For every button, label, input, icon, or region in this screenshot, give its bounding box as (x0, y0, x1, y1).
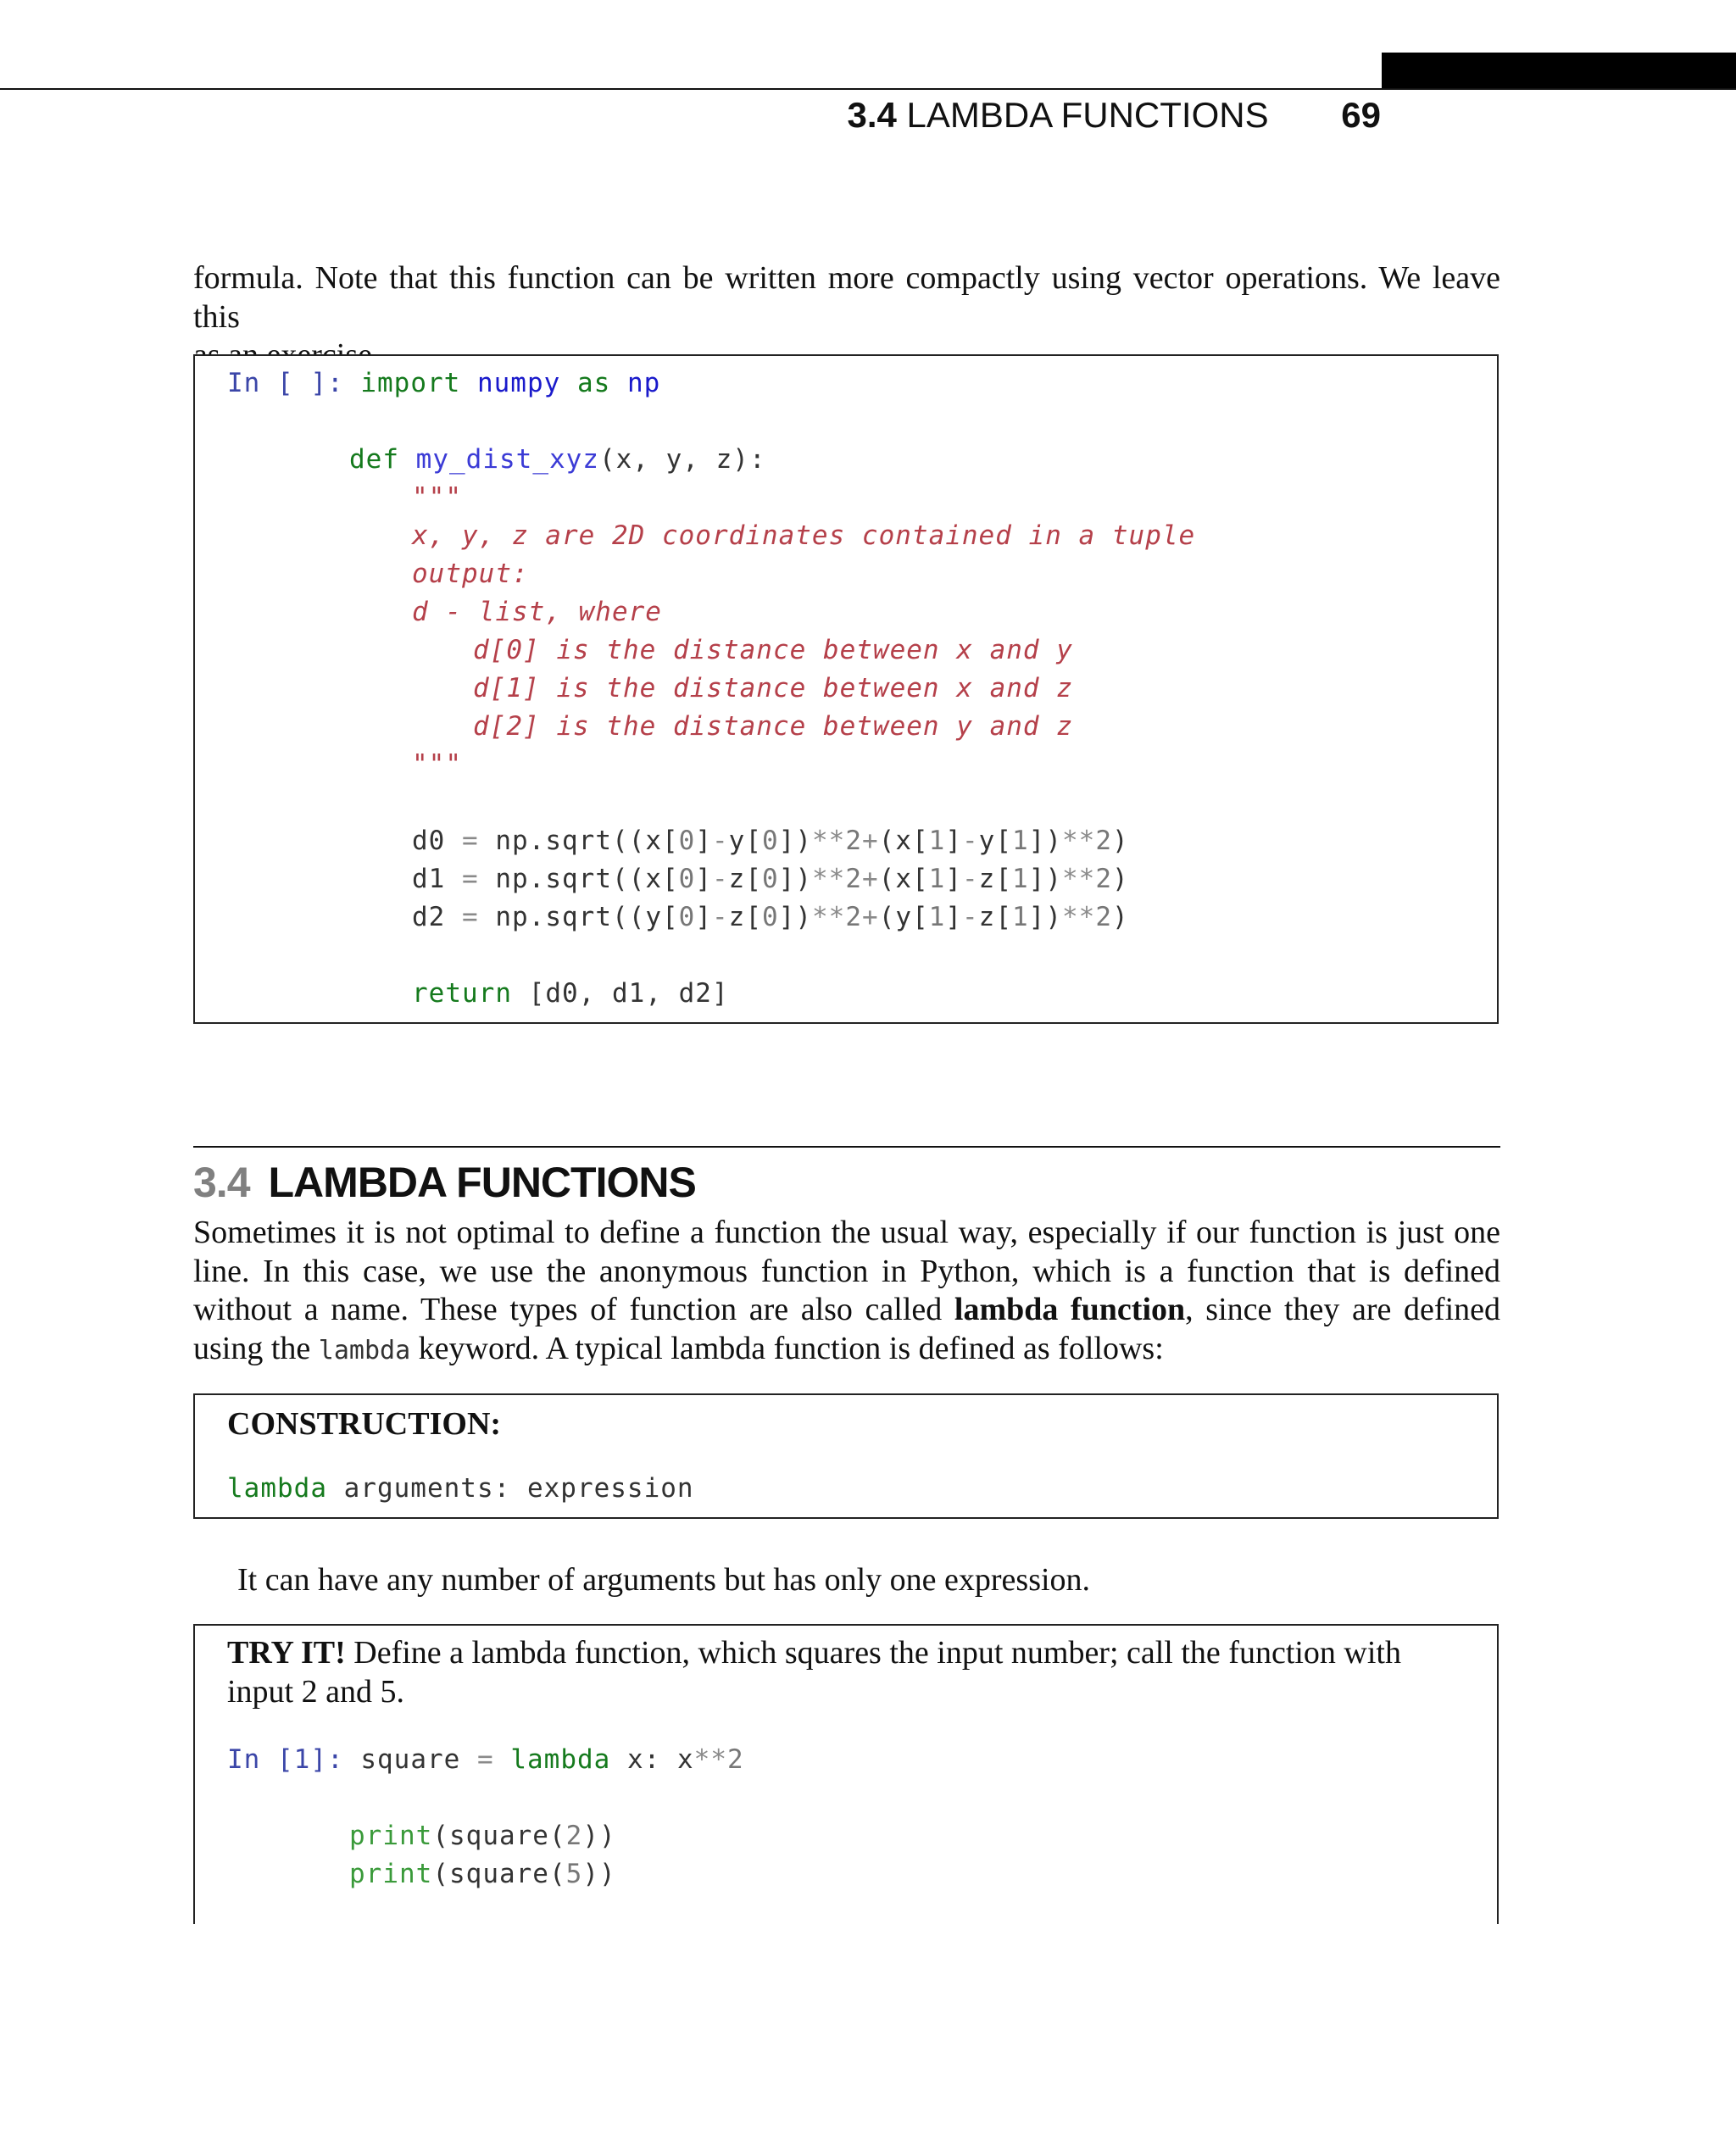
page-number: 69 (1341, 95, 1381, 135)
header-rule (0, 88, 1736, 90)
after-text: It can have any number of arguments but has only one expression. (237, 1562, 1091, 1598)
docstring-line: d[2] is the distance between y and z (473, 711, 1073, 742)
docstring-line: output: (412, 559, 529, 589)
docstring-close: """ (412, 749, 462, 780)
docstring-line: d[1] is the distance between x and z (473, 673, 1073, 703)
construction-heading: CONSTRUCTION: (227, 1406, 502, 1442)
construction-code: lambda arguments: expression (227, 1473, 694, 1504)
section-paragraph: Sometimes it is not optimal to define a function the usual way, especially if our function is just one line. In this case, we use the anonymous function in Python, which is a function that is defined without a name. These types of function are also called lambda function, since they are defined using the lambda keyword. A typical lambda function is defined as follows: (193, 1215, 1500, 1366)
running-head-title: LAMBDA FUNCTIONS (906, 95, 1269, 135)
docstring-line: d - list, where (412, 597, 662, 627)
function-name: my_dist_xyz (415, 444, 599, 475)
running-head-number: 3.4 (847, 95, 897, 135)
docstring-line: x, y, z are 2D coordinates contained in a tuple (412, 520, 1196, 551)
header-bar (1382, 53, 1736, 90)
intro-line-1: formula. Note that this function can be written more compactly using vector operations. We leave this (193, 260, 1500, 335)
try-it-text: TRY IT! Define a lambda function, which squares the input number; call the function with input 2 and 5. (227, 1635, 1401, 1710)
code-line-square: In [1]: square = lambda x: x**2 (227, 1744, 744, 1775)
bold-term: lambda function (954, 1292, 1186, 1327)
section-title: LAMBDA FUNCTIONS (268, 1159, 696, 1206)
input-prompt: In [ ]: (227, 368, 344, 398)
construction-box (193, 1393, 1499, 1519)
code-line-return: return [d0, d1, d2] (412, 978, 729, 1009)
section-heading (193, 1158, 696, 1207)
code-line-def: def my_dist_xyz(x, y, z): (349, 444, 766, 475)
inline-code-lambda: lambda (318, 1335, 411, 1365)
code-line-import: In [ ]: import numpy as np (227, 368, 661, 398)
docstring-open: """ (412, 482, 462, 513)
code-line-sqrt: d1 = np.sqrt((x[0]-z[0])**2+(x[1]-z[1])**2) (412, 864, 1129, 894)
code-line-sqrt: d0 = np.sqrt((x[0]-y[0])**2+(x[1]-y[1])**2) (412, 826, 1129, 856)
code-line-print: print(square(2)) (349, 1821, 616, 1851)
try-it-box (193, 1624, 1499, 1924)
section-rule (193, 1146, 1500, 1148)
code-line-print: print(square(5)) (349, 1859, 616, 1889)
code-line-sqrt: d2 = np.sqrt((y[0]-z[0])**2+(y[1]-z[1])**2) (412, 902, 1129, 932)
input-prompt: In [1]: (227, 1744, 344, 1775)
running-head (847, 95, 1381, 136)
code-block-dist (193, 354, 1499, 1024)
docstring-line: d[0] is the distance between x and y (473, 635, 1073, 665)
section-number: 3.4 (193, 1159, 250, 1206)
try-it-label: TRY IT! (227, 1635, 346, 1671)
